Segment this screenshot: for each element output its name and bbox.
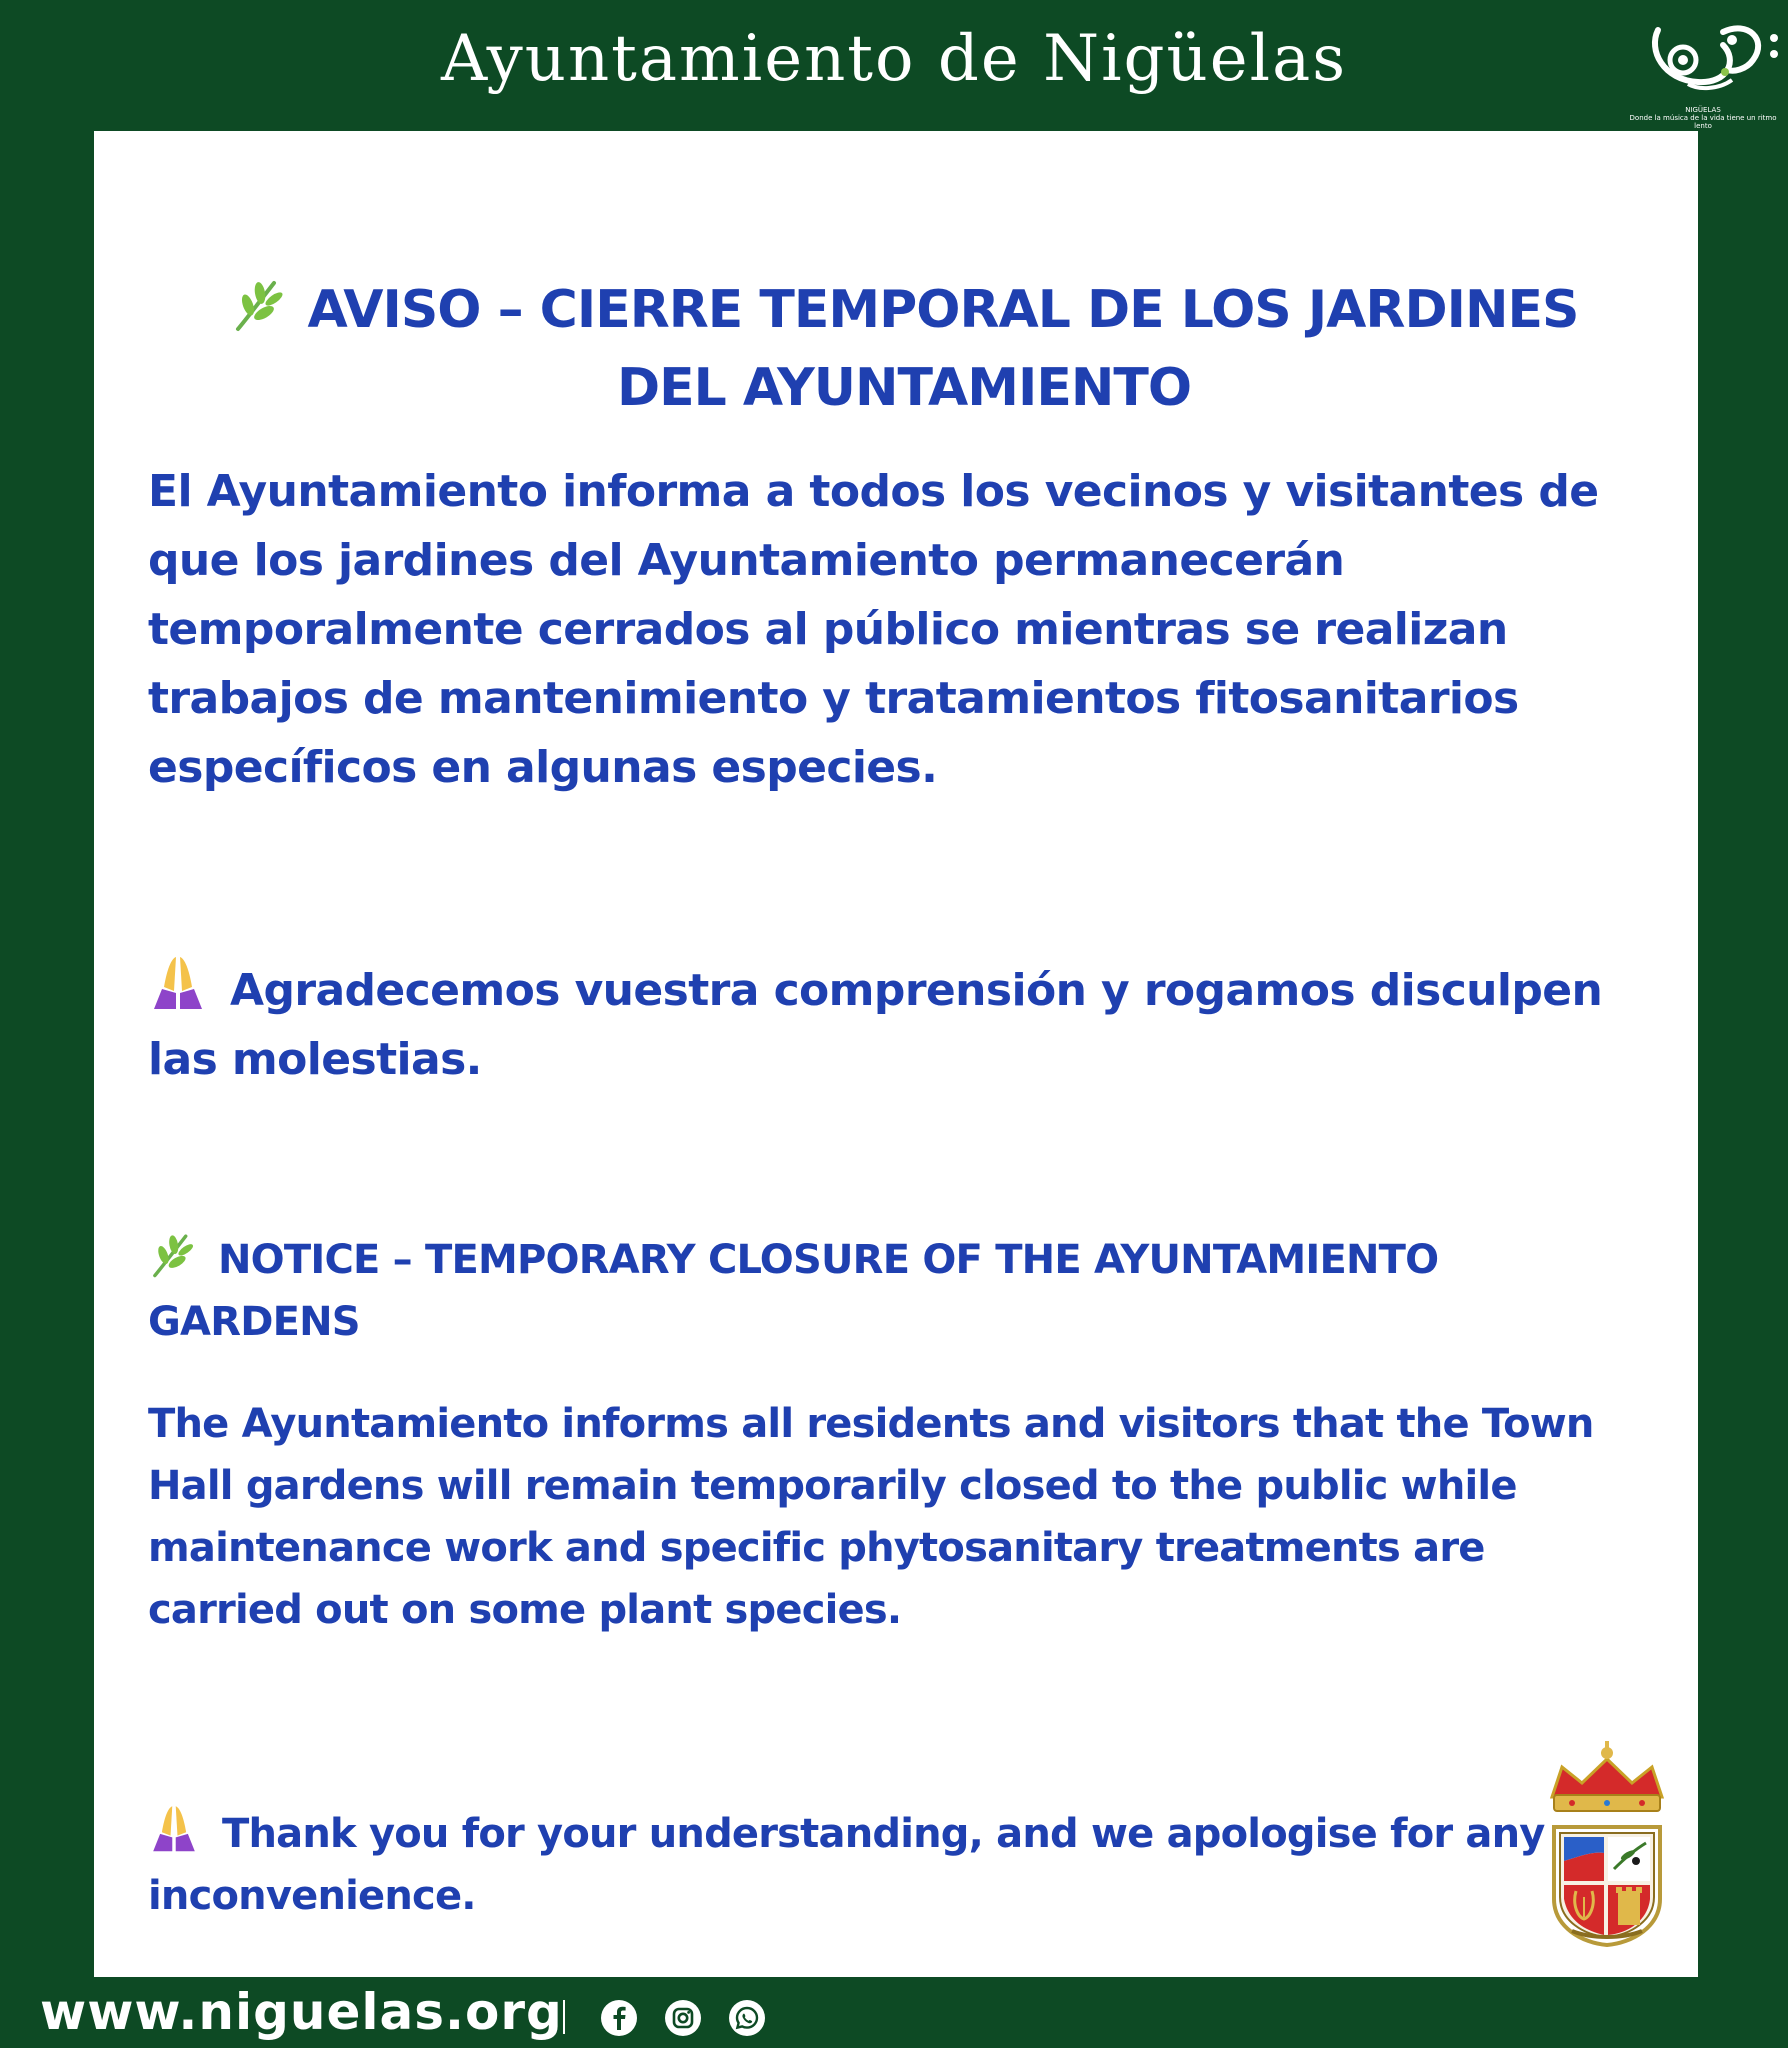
thanks-en-text: Thank you for your understanding, and we apologise for any inconvenience. [148, 1811, 1545, 1919]
logo-text [1628, 106, 1778, 130]
notice-body-es: El Ayuntamiento informa a todos los vecinos y visitantes de que los jardines del Ayuntamiento permanecerán temporalmente cerrados al público mientras se realizan trabajos de mantenimiento y tratamientos fitosanitarios específicos en algunas especies. [148, 466, 1599, 793]
niguelas-logo [1628, 10, 1778, 130]
instagram-icon[interactable] [664, 1999, 702, 2037]
folded-hands-icon [148, 1801, 200, 1853]
title-es-text: AVISO – CIERRE TEMPORAL DE LOS JARDINES DEL AYUNTAMIENTO [307, 280, 1579, 418]
thanks-es-text: Agradecemos vuestra comprensión y rogamos disculpen las molestias. [148, 965, 1603, 1085]
website-link[interactable]: www.niguelas.org [40, 1983, 563, 2041]
notice-thanks-en [148, 1801, 1648, 1927]
herb-icon [148, 1231, 196, 1279]
coat-of-arms-icon [1542, 1739, 1672, 1949]
folded-hands-icon [148, 951, 208, 1011]
page-title: Ayuntamiento de Nigüelas [440, 22, 1348, 96]
logo-name: NIGÜELAS [1685, 106, 1721, 114]
notice-body-en: The Ayuntamiento informs all residents and visitors that the Town Hall gardens will remain temporarily closed to the public while maintenance work and specific phytosanitary treatments are carried out on some plant species. [148, 1401, 1594, 1633]
notice-card [94, 131, 1698, 1977]
logo-tagline: Donde la música de la vida tiene un ritmo lento [1629, 114, 1777, 130]
bass-clef-snail-icon [1628, 10, 1778, 106]
notice-title-es [204, 271, 1604, 427]
facebook-icon[interactable] [600, 1999, 638, 2037]
whatsapp-icon[interactable] [728, 1999, 766, 2037]
title-en-text: NOTICE – TEMPORARY CLOSURE OF THE AYUNTAMIENTO GARDENS [148, 1237, 1439, 1345]
notice-title-en [148, 1229, 1648, 1353]
footer-divider [563, 2000, 565, 2034]
notice-thanks-es [148, 951, 1648, 1094]
herb-icon [230, 277, 286, 333]
